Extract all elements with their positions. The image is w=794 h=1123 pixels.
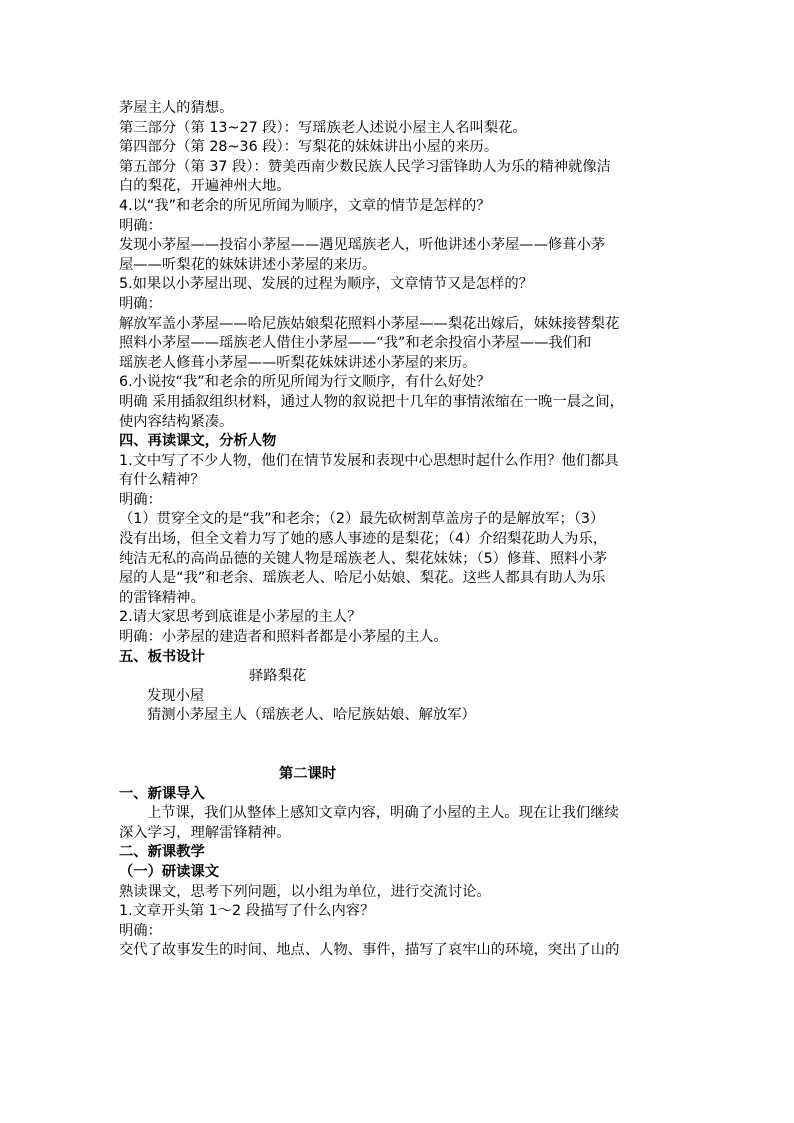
text-line: 1.文中写了不少人物，他们在情节发展和表现中心思想时起什么作用？他们都具 (119, 452, 619, 469)
board-item: 发现小屋 (147, 687, 205, 704)
text-line: 第三部分（第 13~27 段）：写瑶族老人述说小屋主人名叫梨花。 (119, 119, 527, 136)
blank-space (119, 726, 679, 765)
text-line: 瑶族老人修葺小茅屋——听梨花妹妹讲述小茅屋的来历。 (119, 354, 477, 371)
text-line: 第四部分（第 28~36 段）：写梨花的妹妹讲出小屋的来历。 (119, 139, 499, 156)
board-item: 猜测小茅屋主人（瑶族老人、哈尼族姑娘、解放军） (147, 707, 476, 724)
board-title: 驿路梨花 (249, 668, 307, 685)
text-line: 明确：小茅屋的建造者和照料者都是小茅屋的主人。 (119, 629, 448, 646)
section-plot-analysis (119, 99, 679, 432)
document-page (119, 99, 679, 961)
text-line: 熟读课文，思考下列问题，以小组为单位，进行交流讨论。 (119, 883, 491, 900)
text-line: 的雷锋精神。 (119, 589, 205, 606)
lesson-title: 第二课时 (279, 766, 337, 782)
text-line: 深入学习，理解雷锋精神。 (119, 824, 291, 841)
text-line: 2.请大家思考到底谁是小茅屋的主人？ (119, 609, 362, 626)
section-subheading-study: （一）研读课文 (119, 863, 220, 880)
section-character-analysis (119, 452, 679, 648)
text-line: 茅屋主人的猜想。 (119, 100, 234, 116)
text-line: 解放军盖小茅屋——哈尼族姑娘梨花照料小茅屋——梨花出嫁后，妹妹接替梨花 (119, 315, 620, 332)
section-heading-5: 五、板书设计 (119, 648, 205, 665)
text-line: 明确： (119, 295, 162, 312)
text-line: 明确 采用插叙组织材料，通过人物的叙说把十几年的事情浓缩在一晚一晨之间， (119, 393, 624, 410)
text-line: 交代了故事发生的时间、地点、人物、事件，描写了哀牢山的环境，突出了山的 (119, 942, 620, 959)
text-line: 5.如果以小茅屋出现、发展的过程为顺序，文章情节又是怎样的？ (119, 276, 533, 293)
section-heading-teaching: 二、新课教学 (119, 844, 205, 861)
text-line: 明确： (119, 217, 162, 234)
text-line: 使内容结构紧凑。 (119, 413, 234, 430)
text-line: （1）贯穿全文的是“我”和老余；（2）最先砍树割草盖房子的是解放军；（3） (119, 511, 605, 528)
section-heading-4: 四、再读课文，分析人物 (119, 433, 277, 450)
text-line: 明确： (119, 491, 162, 508)
section-study-questions (119, 883, 679, 961)
text-line: 6.小说按“我”和老余的所见所闻为行文顺序，有什么好处？ (119, 374, 491, 391)
text-line: 纯洁无私的高尚品德的关键人物是瑶族老人、梨花妹妹；（5）修葺、照料小茅 (119, 550, 608, 567)
text-line: 上节课，我们从整体上感知文章内容，明确了小屋的主人。现在让我们继续 (147, 805, 619, 822)
text-line: 没有出场，但全文着力写了她的感人事迹的是梨花；（4）介绍梨花助人为乐， (119, 531, 608, 548)
text-line: 屋的人是“我”和老余、瑶族老人、哈尼小姑娘、梨花。这些人都具有助人为乐 (119, 570, 606, 587)
board-design (119, 667, 679, 726)
text-line: 第五部分（第 37 段）：赞美西南少数民族人民学习雷锋助人为乐的精神就像洁 (119, 158, 611, 175)
text-line: 有什么精神？ (119, 472, 205, 489)
text-line: 照料小茅屋——瑶族老人借住小茅屋——“我”和老余投宿小茅屋——我们和 (119, 335, 592, 352)
section-heading-intro: 一、新课导入 (119, 785, 205, 802)
text-line: 白的梨花，开遍神州大地。 (119, 178, 291, 195)
text-line: 4.以“我”和老余的所见所闻为顺序，文章的情节是怎样的？ (119, 197, 491, 214)
text-line: 明确： (119, 922, 162, 939)
text-line: 发现小茅屋——投宿小茅屋——遇见瑶族老人，听他讲述小茅屋——修葺小茅 (119, 237, 606, 254)
text-line: 1.文章开头第 1～2 段描写了什么内容？ (119, 903, 375, 920)
text-line: 屋——听梨花的妹妹讲述小茅屋的来历。 (119, 256, 377, 273)
